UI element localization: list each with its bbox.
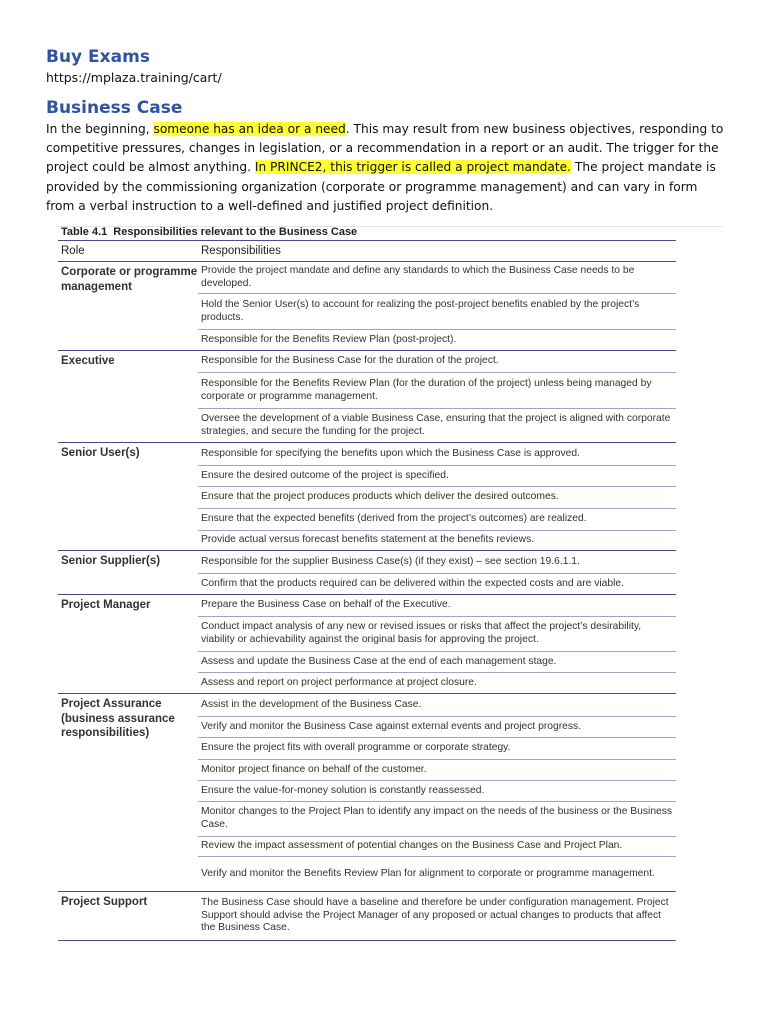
header-responsibilities: Responsibilities — [201, 245, 281, 257]
role-cell: Project Support — [61, 896, 148, 908]
responsibilities-cell — [198, 694, 676, 891]
table-group — [58, 595, 676, 694]
responsibilities-cell — [198, 443, 676, 550]
responsibility-item: Confirm that the products required can be delivered within the expected costs and are viable. — [198, 573, 676, 594]
responsibility-item: Ensure the value-for-money solution is constantly reassessed. — [198, 780, 676, 801]
buy-exams-heading: Buy Exams — [46, 47, 150, 67]
responsibility-item: Ensure that the expected benefits (derived from the project’s outcomes) are realized. — [198, 508, 676, 530]
role-cell: Senior Supplier(s) — [61, 555, 161, 567]
responsibility-item: Ensure that the project produces products which deliver the desired outcomes. — [198, 486, 676, 508]
table-caption — [58, 224, 676, 240]
intro-highlight-2: In PRINCE2, this trigger is called a project mandate. — [254, 160, 572, 175]
responsibility-item: Verify and monitor the Business Case against external events and project progress. — [198, 716, 676, 737]
intro-text-1: In the beginning, — [46, 122, 154, 136]
responsibility-item: Assess and update the Business Case at the end of each management stage. — [198, 651, 676, 672]
table-number: Table 4.1 — [61, 226, 108, 238]
role-cell: Corporate or programme management — [61, 266, 198, 293]
responsibility-item: Monitor changes to the Project Plan to identify any impact on the needs of the business or the Business Case. — [198, 801, 676, 836]
responsibility-item: Provide actual versus forecast benefits statement at the benefits reviews. — [198, 530, 676, 550]
role-cell: Senior User(s) — [61, 447, 140, 459]
role-cell: Project Manager — [61, 599, 151, 611]
responsibility-item: Assist in the development of the Business Case. — [201, 698, 422, 710]
role-cell: Project Assurance (business assurance responsibilities) — [61, 698, 175, 739]
responsibility-item: Conduct impact analysis of any new or revised issues or risks that affect the project’s desirability, viability or achievability against the original basis for approving the project. — [198, 616, 676, 651]
responsibility-item: Hold the Senior User(s) to account for realizing the post-project benefits enabled by the project’s products. — [198, 293, 676, 329]
intro-highlight-1: someone has an idea or a need — [153, 122, 346, 136]
responsibility-item: Oversee the development of a viable Business Case, ensuring that the project is aligned with corporate strategies, and secure the funding for the project. — [198, 408, 676, 442]
business-case-heading: Business Case — [46, 98, 183, 118]
responsibility-item: Ensure the desired outcome of the project is specified. — [198, 465, 676, 486]
responsibility-item: Responsible for the supplier Business Case(s) (if they exist) – see section 19.6.1.1. — [201, 555, 580, 567]
responsibility-item: The Business Case should have a baseline and therefore be under configuration management. Project Support should advise the Project Manager of any proposed or actual changes to products that affect the Business Case. — [201, 896, 669, 934]
responsibility-item: Prepare the Business Case on behalf of the Executive. — [201, 599, 451, 611]
header-role: Role — [61, 245, 85, 257]
responsibility-item: Monitor project finance on behalf of the customer. — [198, 759, 676, 780]
table-group — [58, 892, 676, 941]
table-body — [58, 262, 676, 941]
table-group — [58, 351, 676, 443]
table-group — [58, 443, 676, 551]
responsibility-item: Verify and monitor the Benefits Review Plan for alignment to corporate or programme management. — [198, 856, 676, 891]
responsibilities-cell — [198, 351, 676, 442]
table-title: Responsibilities relevant to the Business Case — [113, 226, 358, 238]
responsibility-item: Responsible for the Benefits Review Plan (post-project). — [198, 329, 676, 350]
responsibilities-table — [58, 224, 676, 941]
responsibilities-cell — [198, 892, 676, 940]
responsibility-item: Assess and report on project performance at project closure. — [198, 672, 676, 693]
responsibility-item: Responsible for the Business Case for the duration of the project. — [201, 355, 499, 367]
responsibility-item: Provide the project mandate and define any standards to which the Business Case needs to be developed. — [201, 264, 635, 289]
intro-paragraph — [46, 120, 726, 216]
table-header-row — [58, 240, 676, 262]
responsibility-item: Responsible for specifying the benefits upon which the Business Case is approved. — [201, 447, 580, 459]
role-cell: Executive — [61, 355, 115, 367]
table-group — [58, 262, 676, 351]
table-group — [58, 694, 676, 892]
responsibilities-cell — [198, 262, 676, 350]
responsibility-item: Responsible for the Benefits Review Plan (for the duration of the project) unless being managed by corporate or programme management. — [198, 372, 676, 408]
responsibilities-cell — [198, 551, 676, 594]
table-group — [58, 551, 676, 595]
responsibility-item: Review the impact assessment of potential changes on the Business Case and Project Plan. — [198, 836, 676, 856]
responsibilities-cell — [198, 595, 676, 693]
cart-url-link[interactable]: https://mplaza.training/cart/ — [46, 70, 222, 85]
intro-text-3: The project mandate is provided by the commissioning organization (corporate or programme management) and can vary in form from a verbal instruction to a well-defined and justified project definition. — [46, 160, 716, 213]
responsibility-item: Ensure the project fits with overall programme or corporate strategy. — [198, 737, 676, 759]
intro-text-2: . This may result from new business objectives, responding to competitive pressures, changes in legislation, or a recommendation in a report or an audit. The trigger for the project could be almost anything. — [46, 122, 724, 175]
